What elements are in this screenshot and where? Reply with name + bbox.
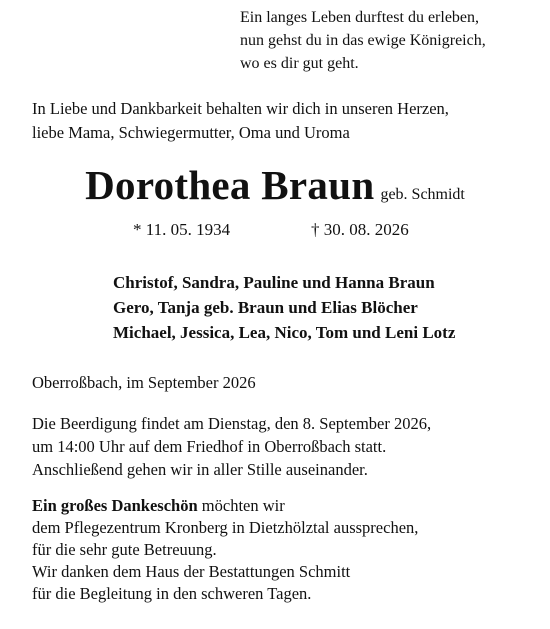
funeral-line: um 14:00 Uhr auf dem Friedhof in Oberroßbach statt. — [32, 437, 387, 456]
poem — [240, 6, 486, 75]
thanks-line: für die Begleitung in den schweren Tagen. — [32, 584, 312, 603]
maiden-name: geb. Schmidt — [380, 186, 465, 203]
poem-line: wo es dir gut geht. — [240, 55, 359, 72]
death-date: † 30. 08. 2026 — [311, 220, 409, 239]
thanks-line: Wir danken dem Haus der Bestattungen Schmitt — [32, 562, 351, 581]
family-line: Christof, Sandra, Pauline und Hanna Braun — [113, 273, 435, 292]
intro-line: liebe Mama, Schwiegermutter, Oma und Uroma — [32, 123, 350, 142]
family-line: Michael, Jessica, Lea, Nico, Tom und Leni Lotz — [113, 323, 456, 342]
place-and-date: Oberroßbach, im September 2026 — [32, 373, 256, 392]
poem-line: Ein langes Leben durftest du erleben, — [240, 9, 480, 26]
deceased-name-line — [0, 161, 550, 209]
birth-date: * 11. 05. 1934 — [133, 220, 231, 239]
thanks-heading: Ein großes Dankeschön — [32, 496, 198, 515]
thanks-line: für die sehr gute Betreuung. — [32, 540, 217, 559]
funeral-details — [32, 412, 431, 481]
family-line: Gero, Tanja geb. Braun und Elias Blöcher — [113, 298, 418, 317]
family-members — [113, 270, 455, 345]
intro-text — [32, 97, 449, 145]
thanks-first-line — [32, 495, 418, 517]
funeral-line: Die Beerdigung findet am Dienstag, den 8. September 2026, — [32, 414, 432, 433]
poem-line: nun gehst du in das ewige Königreich, — [240, 32, 486, 49]
funeral-line: Anschließend gehen wir in aller Stille auseinander. — [32, 460, 368, 479]
thanks-line: dem Pflegezentrum Kronberg in Dietzhölztal aussprechen, — [32, 518, 419, 537]
intro-line: In Liebe und Dankbarkeit behalten wir dich in unseren Herzen, — [32, 99, 449, 118]
thanks-first-line-rest: möchten wir — [197, 496, 285, 515]
deceased-name: Dorothea Braun — [85, 162, 375, 208]
thanks-section — [32, 495, 418, 605]
